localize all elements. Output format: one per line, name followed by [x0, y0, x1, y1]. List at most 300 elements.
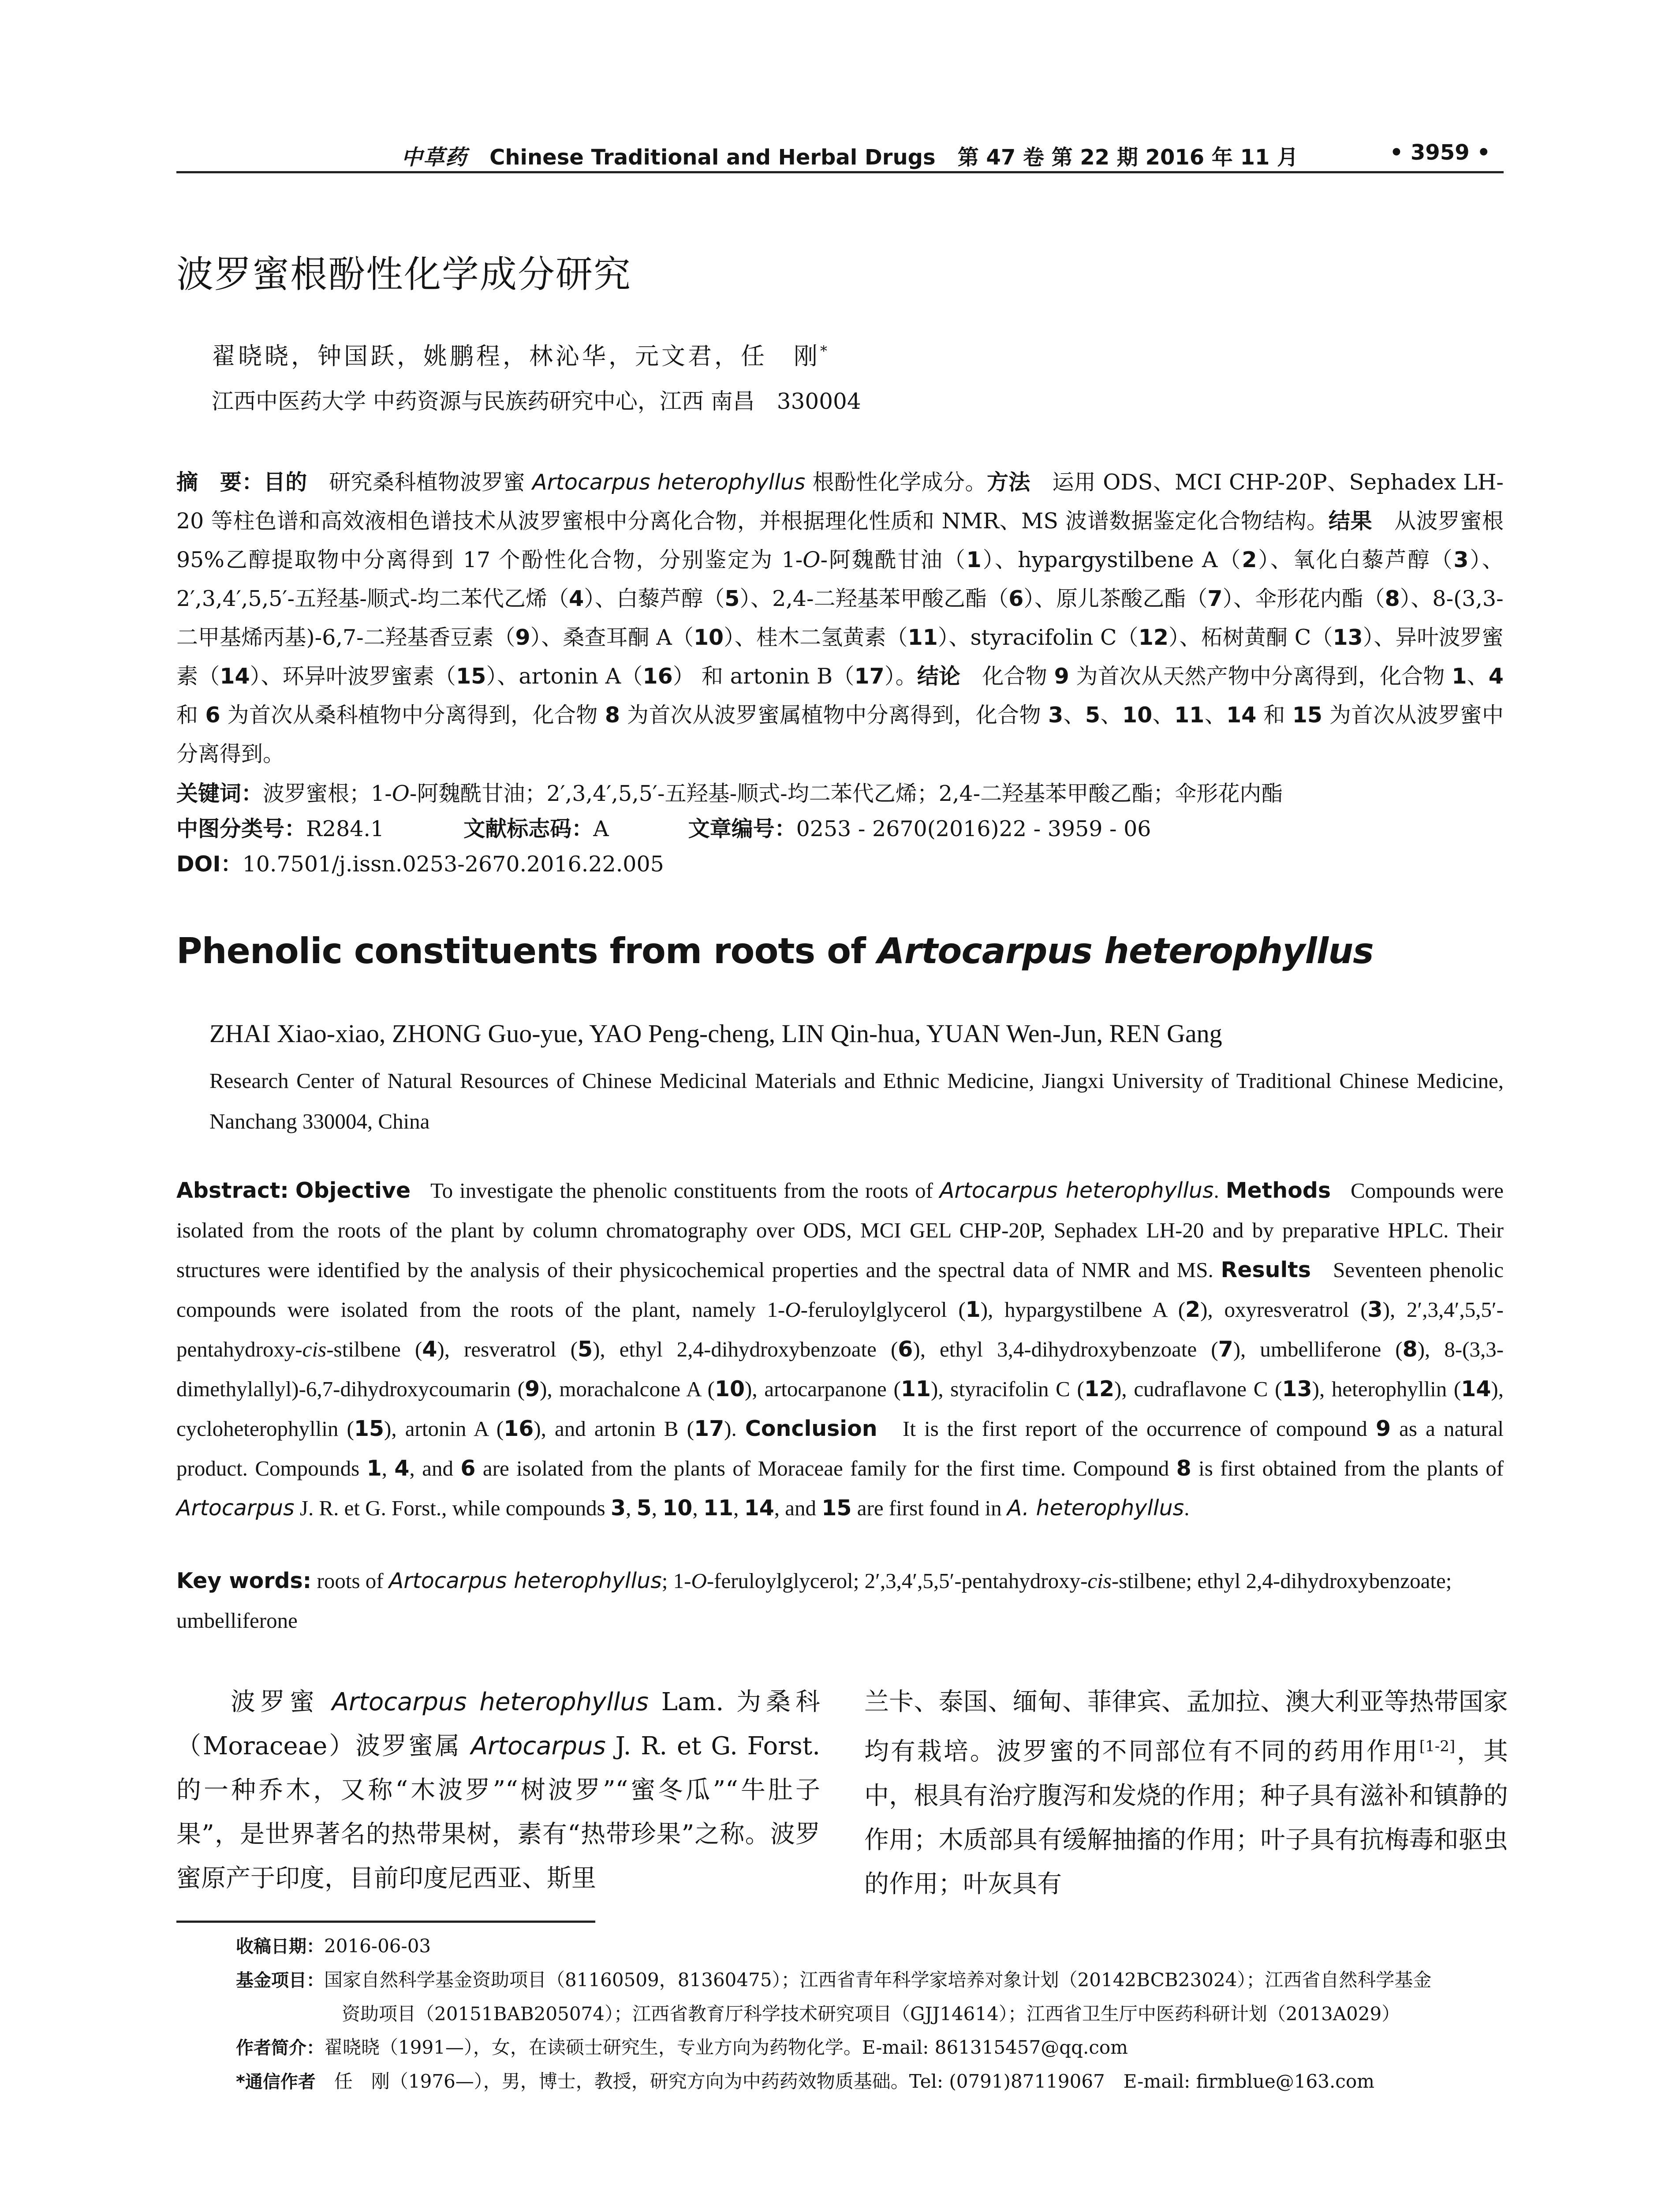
conclusion-text-en: are first found in	[851, 1496, 1007, 1520]
paren: ）	[937, 625, 949, 650]
species-abbr: A. heterophyllus	[1007, 1495, 1184, 1521]
compound-no: 12	[1138, 625, 1169, 650]
paren: ）	[250, 664, 261, 689]
keywords-cn-text: 波罗蜜根；1-	[263, 781, 392, 806]
compound-name: 异叶波罗蜜素	[176, 625, 1504, 689]
page-number: • 3959 •	[1389, 140, 1490, 165]
citation-ref[interactable]: [1-2]	[1419, 1738, 1456, 1755]
compound-name: 2′,3,4′,5,5′-五羟基-顺式-均二苯代乙烯	[176, 586, 548, 611]
doi-label: DOI：	[176, 852, 243, 877]
paren: ）	[1257, 547, 1270, 572]
paren: （	[672, 625, 694, 650]
paren: （	[886, 625, 908, 650]
compound-no: 14	[1226, 703, 1257, 728]
footnote-author-bio	[236, 2031, 1504, 2065]
keywords-en-text: ; 1-	[661, 1569, 691, 1593]
paren: ）	[981, 547, 995, 572]
separator: ,	[1240, 1337, 1260, 1361]
paren: ）	[724, 625, 735, 650]
paren: )	[534, 1416, 541, 1441]
compound-no: 5	[577, 1337, 593, 1362]
compound-no: 14	[744, 1495, 774, 1521]
compound-no: 10	[1122, 703, 1153, 728]
paren: )	[980, 1297, 988, 1322]
body-column-left	[176, 1680, 820, 1901]
separator: 、	[1100, 703, 1122, 728]
results-label-en: Results	[1221, 1257, 1311, 1282]
footnote-text: 国家自然科学基金资助项目（81160509，81360475）；江西省青年科学家培养对象计划（20142BCB23024）；江西省自然科学基金	[324, 1969, 1432, 1991]
paren: （	[943, 547, 967, 572]
doi-line	[176, 847, 664, 882]
compound-no: 8	[605, 703, 620, 728]
compound-no: 4	[394, 1456, 410, 1481]
compound-no: 9	[1054, 664, 1069, 689]
cis-italic: cis	[302, 1337, 327, 1361]
paren: (	[1268, 1377, 1282, 1401]
doi-value[interactable]: 10.7501/j.issn.0253-2670.2016.22.005	[242, 852, 664, 877]
footnote-label: 作者简介：	[236, 2038, 324, 2058]
abstract-en-label: Abstract:	[176, 1178, 289, 1203]
doc-code-label: 文献标志码：	[463, 816, 594, 841]
footnote-label: 基金项目：	[236, 1970, 324, 1991]
compound-no: 6	[205, 703, 220, 728]
paren: )	[724, 1416, 732, 1441]
footnote-label: *通信作者	[236, 2072, 316, 2092]
paren: (	[1349, 1297, 1368, 1322]
paren: （	[1311, 625, 1333, 650]
conjunction: , and	[774, 1496, 817, 1520]
species-name: Artocarpus heterophyllus	[332, 1688, 649, 1716]
compound-name: 8-(3,3-二甲基烯丙基)-6,7-二羟基香豆素	[176, 586, 1504, 650]
paren: （	[198, 664, 220, 689]
paren: ）	[672, 664, 695, 689]
objective-label-en: Objective	[295, 1178, 411, 1203]
compound-no: 16	[642, 664, 673, 689]
paren: ）	[1222, 586, 1234, 611]
compound-no: 10	[693, 625, 724, 650]
cis-italic: cis	[1087, 1569, 1112, 1593]
keywords-cn-text: -阿魏酰甘油；2′,3,4′,5,5′-五羟基-顺式-均二苯代乙烯；2,4-二羟基苯甲酸乙酯；伞形花内酯	[409, 781, 1283, 806]
compound-name: ethyl 3,4-dihydroxybenzoate	[940, 1337, 1197, 1361]
affiliation-en: Research Center of Natural Resources of Chinese Medicinal Materials and Ethnic Medicine, Jiangxi University of Traditional Chinese Medicine, Nanchang 330004, China	[209, 1069, 1504, 1133]
compound-name: styracifolin C	[970, 625, 1117, 650]
paren: （	[1186, 586, 1208, 611]
conclusion-text-cn: 为首次从桑科植物中分离得到，化合物	[220, 703, 605, 728]
paren: ）	[486, 664, 497, 689]
paren: (	[338, 1416, 354, 1441]
compound-name: 柘树黄酮 C	[1201, 625, 1311, 650]
keywords-cn-label: 关键词：	[176, 781, 263, 806]
compound-name: 2′,3,4′,5,5′-pentahydroxy-	[176, 1297, 1504, 1361]
compound-no: 11	[1174, 703, 1205, 728]
separator: 、	[948, 625, 971, 650]
running-header	[176, 140, 1504, 173]
paren: )	[1114, 1377, 1122, 1401]
abstract-cn: 摘 要：目的 研究桑科植物波罗蜜 Artocarpus heterophyllus 根酚性化学成分。方法 运用 ODS、MCI CHP-20P、Sephadex LH-20 等柱色谱和高效液相色谱技术从波罗蜜根中分离化合物，并根据理化性质和 NMR、MS 波谱数据鉴定化合物结构。结果 从波罗蜜根 95%乙醇提取物中分离得到 17 个酚性化合物，分别鉴定为 1-O-阿魏酰甘油（1）、hypargystilbene A（2）、氧化白藜芦醇（3）、2′,3,4′,5,5′-五羟基-顺式-均二苯代乙烯（4）、白藜芦醇（5）、2,4-二羟基苯甲酸乙酯（6）、原儿茶酸乙酯（7）、伞形花内酯（8）、8-(3,3-二甲基烯丙基)-6,7-二羟基香豆素（9）、桑查耳酮 A（10）、桂木二氢黄素（11）、styracifolin C（12）、柘树黄酮 C（13）、异叶波罗蜜素（14）、环异叶波罗蜜素（15）、artonin A（16） 和 artonin B（17）。结论 化合物 9 为首次从天然产物中分离得到，化合物 1、4 和 6 为首次从桑科植物中分离得到，化合物 8 为首次从波罗蜜属植物中分离得到，化合物 3、5、10、11、14 和 15 为首次从波罗蜜中分离得到。	[176, 470, 1504, 766]
compound-name: heterophyllin	[1331, 1377, 1447, 1401]
compound-no: 15	[821, 1495, 852, 1521]
compound-name: umbelliferone	[1260, 1337, 1381, 1361]
separator: ,	[988, 1297, 1005, 1322]
paren: （	[833, 664, 855, 689]
compound-no: 1	[1452, 664, 1467, 689]
compound-no: 6	[1008, 586, 1024, 611]
footnote-text: 任 刚（1976—），男，博士，教授，研究方向为中药药效物质基础。Tel: (0791)87119067 E-mail: firmblue@163.com	[315, 2070, 1374, 2092]
compound-no: 6	[460, 1456, 476, 1481]
compound-no: 5	[724, 586, 740, 611]
separator: 、	[1374, 625, 1396, 650]
paren: （	[547, 586, 569, 611]
compound-no: 2	[1242, 547, 1257, 572]
results-intro-en: Seventeen phenolic compounds were isolated from the roots of the plant, namely 1-	[176, 1258, 1504, 1322]
paren: (	[1070, 1377, 1084, 1401]
compound-name: hypargystilbene A	[1018, 547, 1218, 572]
keywords-en-label: Key words:	[176, 1568, 312, 1593]
footnote-label: 收稿日期：	[236, 1936, 324, 1957]
compound-no: 11	[907, 625, 938, 650]
separator: 、	[1152, 703, 1175, 728]
paren: (	[876, 1337, 898, 1361]
separator: ,	[600, 1337, 620, 1361]
compound-name: oxyresveratrol	[1224, 1297, 1349, 1322]
separator: ,	[391, 1416, 405, 1441]
footnote-text: 资助项目（20151BAB205074）；江西省教育厅科学技术研究项目（GJJ14614）；江西省卫生厅中医药科研计划（2013A029）	[342, 2003, 1400, 2025]
compound-no: 1	[966, 547, 982, 572]
title-en-species: Artocarpus heterophyllus	[877, 931, 1374, 972]
separator: 、	[1270, 547, 1293, 572]
conclusion-label-en: Conclusion	[745, 1416, 877, 1441]
footnote-received	[236, 1929, 1504, 1963]
species-name: Artocarpus heterophyllus	[939, 1178, 1214, 1203]
paren: (	[1381, 1337, 1403, 1361]
authors-cn	[212, 337, 830, 371]
compound-no: 9	[515, 625, 530, 650]
separator: ,	[1319, 1377, 1332, 1401]
compound-name: -阿魏酰甘油	[820, 547, 944, 572]
separator: ,	[1498, 1377, 1504, 1401]
compound-no: 2	[1185, 1297, 1201, 1322]
results-label-cn: 结果	[1328, 508, 1373, 534]
keywords-en-text: -stilbene; ethyl 2,4-dihydroxybenzoate; umbelliferone	[176, 1569, 1452, 1633]
separator: 、	[261, 664, 283, 689]
classification-line	[176, 811, 1151, 847]
paren: （	[1217, 547, 1242, 572]
compound-name: artonin A	[519, 664, 621, 689]
separator: 、	[1411, 586, 1433, 611]
separator: ,	[444, 1337, 464, 1361]
body-text: J. R. et G. Forst. 的一种乔木，又称“木波罗”“树波罗”“蜜冬瓜”“牛肚子果”，是世界著名的热带果树，素有“热带珍果”之称。波罗蜜原产于印度，目前印度尼西亚、斯里	[176, 1732, 820, 1893]
separator: ,	[938, 1377, 951, 1401]
compound-name: 伞形花内酯	[1255, 586, 1363, 611]
compound-no: 3	[610, 1495, 626, 1521]
compound-name: -stilbene	[326, 1337, 401, 1361]
methods-label-cn: 方法	[986, 470, 1030, 495]
compound-name: artocarpanone	[764, 1377, 887, 1401]
compound-name: 环异叶波罗蜜素	[282, 664, 434, 689]
separator: 、	[734, 625, 756, 650]
o-italic: O	[803, 547, 821, 572]
compound-name: ethyl 2,4-dihydroxybenzoate	[619, 1337, 877, 1361]
compound-no: 6	[898, 1337, 913, 1362]
separator: 、	[1467, 664, 1489, 689]
affiliation-cn: 江西中医药大学 中药资源与民族药研究中心，江西 南昌 330004	[212, 389, 861, 414]
compound-no: 7	[1207, 586, 1223, 611]
compound-name: hypargystilbene A	[1004, 1297, 1167, 1322]
genus-name: Artocarpus	[470, 1732, 606, 1760]
methods-label-en: Methods	[1225, 1178, 1331, 1203]
conclusion-text-cn: 为首次从波罗蜜中分离得到。	[176, 703, 1504, 766]
keywords-en	[176, 1561, 1504, 1641]
objective-label-cn: 目的	[263, 470, 307, 495]
separator: 、	[1179, 625, 1201, 650]
authors-cn-names: 翟晓晓，钟国跃，姚鹏程，林沁华，元文君，任 刚	[212, 342, 820, 370]
separator: ,	[547, 1377, 560, 1401]
compound-name: artonin A	[405, 1416, 488, 1441]
conjunction: 和	[176, 703, 198, 728]
compound-no: 13	[1333, 625, 1363, 650]
doc-code-value: A	[593, 816, 609, 841]
separator: 、	[995, 547, 1018, 572]
compound-name: 2,4-二羟基苯甲酸乙酯	[772, 586, 987, 611]
separator: 、	[750, 586, 773, 611]
compound-name: resveratrol	[464, 1337, 556, 1361]
conclusion-text-en: are isolated from the plants of Moraceae family for the first time. Compound	[475, 1456, 1176, 1480]
clc-value: R284.1	[306, 816, 385, 841]
paren: )	[745, 1377, 752, 1401]
compound-no: 10	[662, 1495, 693, 1521]
compound-no: 12	[1084, 1376, 1115, 1401]
o-italic: O	[785, 1297, 801, 1322]
keywords-en-text: roots of	[311, 1569, 389, 1593]
compound-no: 4	[422, 1337, 437, 1362]
paren: （	[621, 664, 643, 689]
compound-no: 3	[1048, 703, 1064, 728]
separator: 、	[1034, 586, 1056, 611]
compound-no: 8	[1385, 586, 1400, 611]
compound-no: 11	[900, 1376, 931, 1401]
compound-no: 15	[456, 664, 486, 689]
body-text: ，其中，根具有治疗腹泻和发烧的作用；种子具有滋补和镇静的作用；木质部具有缓解抽搐的作用；叶子具有抗梅毒和驱虫的作用；叶灰具有	[864, 1737, 1508, 1899]
compound-no: 8	[1402, 1337, 1418, 1362]
compound-no: 14	[220, 664, 250, 689]
separator: 、	[1063, 703, 1086, 728]
body-column-right	[864, 1680, 1508, 1906]
keywords-en-text: -feruloylglycerol; 2′,3,4′,5,5′-pentahydroxy-	[706, 1569, 1088, 1593]
title-en	[176, 931, 1374, 972]
compound-no: 15	[354, 1416, 385, 1441]
compound-no: 1	[965, 1297, 981, 1322]
title-en-text: Phenolic constituents from roots of	[176, 931, 877, 972]
paren: (	[488, 1416, 504, 1441]
conclusion-text-en: as a natural product. Compounds	[176, 1416, 1504, 1480]
results-intro-cn: 从波罗蜜根 95%乙醇提取物中分离得到 17 个酚性化合物，分别鉴定为 1-	[176, 508, 1504, 572]
paren: )	[1233, 1337, 1241, 1361]
journal-name-en: Chinese Traditional and Herbal Drugs	[489, 145, 936, 170]
compound-no: 3	[1453, 547, 1469, 572]
paren: （	[1363, 586, 1385, 611]
paren: ）	[1400, 586, 1411, 611]
article-no-label: 文章编号：	[688, 816, 796, 841]
compound-no: 8	[1176, 1456, 1191, 1481]
paren: （	[1116, 625, 1139, 650]
paren: )	[913, 1337, 920, 1361]
compound-name: 桂木二氢黄素	[756, 625, 886, 650]
conclusion-text-cn: 为首次从天然产物中分离得到，化合物	[1069, 664, 1452, 689]
separator: 、	[497, 664, 519, 689]
paren: （	[703, 586, 725, 611]
conclusion-text-en: J. R. et G. Forst., while compounds	[294, 1496, 611, 1520]
paren: )	[1382, 1297, 1390, 1322]
compound-no: 1	[366, 1456, 382, 1481]
compound-name: 白藜芦醇	[616, 586, 703, 611]
paren: ）	[584, 586, 595, 611]
paren: ）	[1468, 547, 1482, 572]
authors-en: ZHAI Xiao-xiao, ZHONG Guo-yue, YAO Peng-cheng, LIN Qin-hua, YUAN Wen-Jun, REN Gang	[209, 1019, 1222, 1048]
compound-name: 桑查耳酮 A	[563, 625, 672, 650]
conclusion-label-cn: 结论	[917, 664, 961, 689]
paren: )	[1312, 1377, 1319, 1401]
compound-no: 11	[703, 1495, 734, 1521]
compound-no: 16	[504, 1416, 534, 1441]
compound-name: styracifolin C	[950, 1377, 1070, 1401]
separator: 、	[1204, 703, 1227, 728]
paren: (	[947, 1297, 966, 1322]
paren: （	[1430, 547, 1454, 572]
paren: ）	[530, 625, 541, 650]
paren: )	[1491, 1377, 1498, 1401]
compound-name: -feruloylglycerol	[800, 1297, 947, 1322]
separator: ,	[920, 1337, 940, 1361]
objective-text-cn-end: 根酚性化学成分。	[805, 470, 987, 495]
paren: ）	[1363, 625, 1374, 650]
species-name: Artocarpus heterophyllus	[532, 470, 806, 495]
paren: (	[1197, 1337, 1218, 1361]
body-text: 兰卡、泰国、缅甸、菲律宾、孟加拉、澳大利亚等热带国家均有栽培。波罗蜜的不同部位有不同的药用作用	[864, 1688, 1508, 1766]
o-italic: O	[691, 1569, 707, 1593]
paren: ）	[1168, 625, 1180, 650]
paren: )	[540, 1377, 547, 1401]
paren: )	[384, 1416, 392, 1441]
footnote-funding-cont	[236, 1997, 1504, 2031]
compound-no: 9	[1375, 1416, 1391, 1441]
paren: ）	[884, 664, 896, 689]
conclusion-text-cn: 化合物	[982, 664, 1054, 689]
paren: （	[987, 586, 1009, 611]
footnotes	[236, 1929, 1504, 2099]
compound-no: 10	[714, 1376, 745, 1401]
conclusion-text-en: is first obtained from the plants of	[1191, 1456, 1504, 1480]
journal-header	[401, 140, 1298, 171]
footnote-corresponding	[236, 2065, 1504, 2099]
journal-name-cn: 中草药	[401, 145, 468, 170]
compound-name: artonin B	[594, 1416, 679, 1441]
paren: (	[510, 1377, 525, 1401]
paren: )	[593, 1337, 600, 1361]
separator: 和	[694, 664, 730, 689]
compound-name: 氧化白藜芦醇	[1293, 547, 1431, 572]
objective-text-cn: 研究桑科植物波罗蜜	[329, 470, 533, 495]
methods-text-en: Compounds were isolated from the roots of the plant by column chromatography over ODS, MCI GEL CHP-20P, Sephadex LH-20 and by preparative HPLC. Their structures were identified by the analysis of their physicochemical properties and the spectral data of NMR and MS.	[176, 1178, 1504, 1282]
compound-no: 13	[1282, 1376, 1312, 1401]
compound-no: 5	[1085, 703, 1101, 728]
separator: 、	[594, 586, 616, 611]
corresponding-mark: *	[820, 343, 830, 359]
clc-label: 中图分类号：	[176, 816, 306, 841]
paren: (	[556, 1337, 578, 1361]
paren: )	[437, 1337, 444, 1361]
conclusion-text-cn: 为首次从波罗蜜属植物中分离得到，化合物	[620, 703, 1049, 728]
separator: ,	[1121, 1377, 1134, 1401]
separator: 、	[541, 625, 563, 650]
separator: 、	[1482, 547, 1504, 572]
compound-no: 4	[1488, 664, 1504, 689]
compound-no: 7	[1218, 1337, 1233, 1362]
methods-text-cn: 运用 ODS、MCI CHP-20P、Sephadex LH-20 等柱色谱和高效液相色谱技术从波罗蜜根中分离化合物，并根据理化性质和 NMR、MS 波谱数据鉴定化合物结构。	[176, 470, 1504, 534]
paren: )	[931, 1377, 938, 1401]
paren: (	[1166, 1297, 1186, 1322]
paren: (	[400, 1337, 422, 1361]
compound-no: 15	[1292, 703, 1322, 728]
separator: ,	[752, 1377, 765, 1401]
footnote-funding	[236, 1963, 1504, 1997]
compound-no: 5	[636, 1495, 652, 1521]
body-text: Lam. 为桑科（Moraceae）波罗蜜属	[176, 1688, 820, 1760]
compound-no: 4	[569, 586, 584, 611]
paren: ）	[739, 586, 751, 611]
conjunction: 和	[1263, 703, 1285, 728]
separator: 、	[1233, 586, 1255, 611]
title-cn: 波罗蜜根酚性化学成分研究	[176, 253, 632, 296]
footnote-text: 2016-06-03	[324, 1935, 431, 1957]
separator: ,	[1425, 1337, 1445, 1361]
paren: (	[1447, 1377, 1461, 1401]
paren: （	[434, 664, 456, 689]
keywords-cn	[176, 776, 1283, 811]
paren: (	[700, 1377, 715, 1401]
conclusion-text-en: It is the first report of the occurrence of compound	[903, 1416, 1376, 1441]
compound-name: cudraflavone C	[1134, 1377, 1268, 1401]
compound-no: 17	[854, 664, 885, 689]
conjunction: , and	[409, 1456, 453, 1480]
abstract-en: Abstract: Objective To investigate the phenolic constituents from the roots of Artocarpus heterophyllus. Methods Compounds were isolated from the roots of the plant by column chromatography over ODS, MCI GEL CHP-20P, Sephadex LH-20 and by preparative HPLC. Their structures were identified by the analysis of their physicochemical properties and the spectral data of NMR and MS. Results Seventeen phenolic compounds were isolated from the roots of the plant, namely 1-O-feruloylglycerol (1), hypargystilbene A (2), oxyresveratrol (3), 2′,3,4′,5,5′-pentahydroxy-cis-stilbene (4), resveratrol (5), ethyl 2,4-dihydroxybenzoate (6), ethyl 3,4-dihydroxybenzoate (7), umbelliferone (8), 8-(3,3-dimethylallyl)-6,7-dihydroxycoumarin (9), morachalcone A (10), artocarpanone (11), styracifolin C (12), cudraflavone C (13), heterophyllin (14), cycloheterophyllin (15), artonin A (16), and artonin B (17). Conclusion It is the first report of the occurrence of compound 9 as a natural product. Compounds 1, 4, and 6 are isolated from the plants of Moraceae family for the first time. Compound 8 is first obtained from the plants of Artocarpus J. R. et G. Forst., while compounds 3, 5, 10, 11, 14, and 15 are first found in A. heterophyllus.	[176, 1178, 1504, 1521]
separator: ,	[1207, 1297, 1225, 1322]
paren: (	[678, 1416, 694, 1441]
compound-name: morachalcone A	[559, 1377, 701, 1401]
separator: , and	[541, 1416, 594, 1441]
volume-issue: 第 47 卷 第 22 期 2016 年 11 月	[957, 145, 1299, 170]
compound-no: 14	[1461, 1376, 1491, 1401]
footnote-text: 翟晓晓（1991—），女，在读硕士研究生，专业方向为药物化学。E-mail: 861315457@qq.com	[324, 2037, 1128, 2058]
compound-name: 8-(3,3-dimethylallyl)-6,7-dihydroxycoumarin	[176, 1337, 1504, 1401]
paren: (	[886, 1377, 901, 1401]
body-text: 波罗蜜	[226, 1688, 332, 1716]
species-name: Artocarpus heterophyllus	[388, 1568, 662, 1593]
compound-name: artonin B	[730, 664, 833, 689]
o-italic: O	[392, 781, 410, 806]
paren: ）	[1023, 586, 1034, 611]
compound-no: 9	[524, 1376, 540, 1401]
separator: ,	[1389, 1297, 1407, 1322]
paren: )	[1200, 1297, 1208, 1322]
compound-no: 3	[1367, 1297, 1383, 1322]
objective-text-en: To investigate the phenolic constituents from the roots of	[430, 1178, 940, 1203]
genus-name: Artocarpus	[176, 1495, 295, 1521]
footnote-divider	[176, 1921, 595, 1923]
compound-name: 原儿茶酸乙酯	[1056, 586, 1186, 611]
abstract-cn-label: 摘 要：	[176, 470, 264, 495]
compound-no: 17	[694, 1416, 724, 1441]
paren: )	[1417, 1337, 1425, 1361]
